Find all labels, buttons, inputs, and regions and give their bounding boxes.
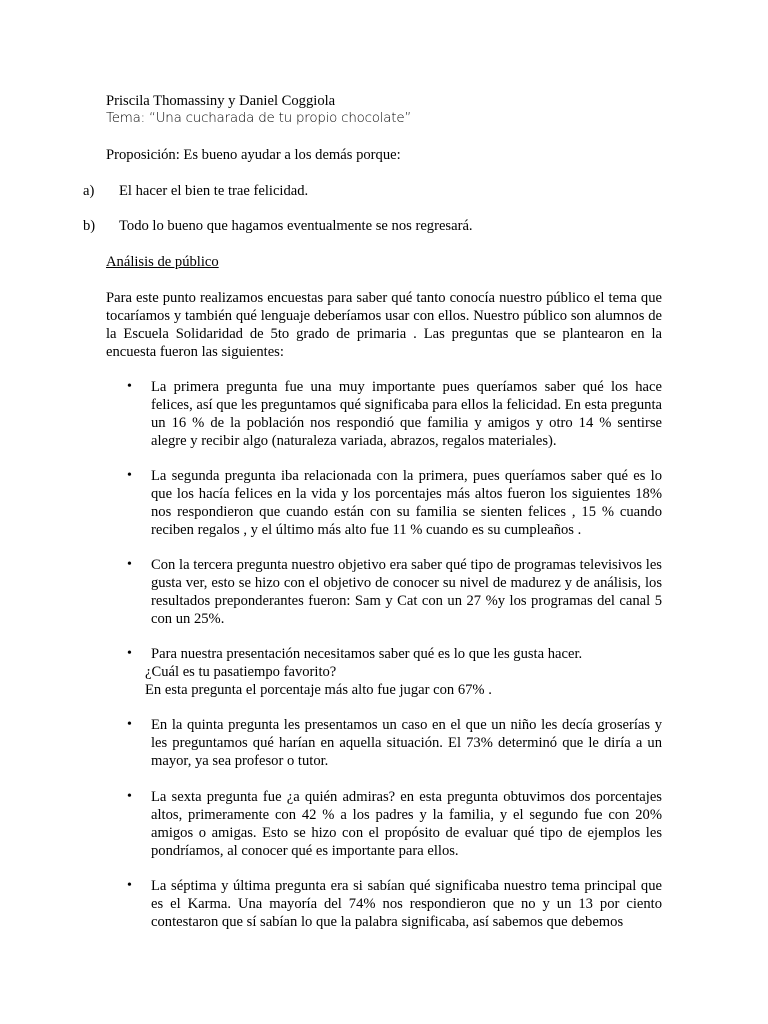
bullet-item-line: ¿Cuál es tu pasatiempo favorito? [145,664,337,680]
reason-item [0,217,768,235]
bullet-marker: • [127,557,132,572]
authors-line: Priscila Thomassiny y Daniel Coggiola [106,93,336,109]
bullet-marker: • [127,789,132,804]
bullet-item-line: En esta pregunta el porcentaje más alto fue jugar con 67% . [145,682,492,698]
bullet-marker: • [127,379,132,394]
bullet-item-text: La primera pregunta fue una muy importante pues queríamos saber qué los hace felices, así que les preguntamos qué significaba para ellos la felicidad. En esta pregunta un 16 % de la población nos respondió que familia y amigos y otro 14 % sentirse alegre y recibir algo (naturaleza variada, abrazos, regalos materiales). [151,379,662,449]
bullet-item-line: Para nuestra presentación necesitamos saber qué es lo que les gusta hacer. [151,646,583,662]
bullet-marker: • [127,468,132,483]
bullet-item-text: En la quinta pregunta les presentamos un caso en el que un niño les decía groserías y les preguntamos qué harían en aquella situación. El 73% determinó que le diría a un mayor, ya sea profesor o tutor. [151,717,662,769]
bullet-marker: • [127,646,132,661]
bullet-item-text: La segunda pregunta iba relacionada con la primera, pues queríamos saber qué es lo que los hacía felices en la vida y los porcentajes más altos fueron los siguientes 18% nos respondieron que cuando están con su familia se sienten felices , 15 % cuando reciben regalos , y el último más alto fue 11 % cuando es su cumpleaños . [151,468,662,538]
bullet-item-text: Con la tercera pregunta nuestro objetivo era saber qué tipo de programas televisivos les gusta ver, esto se hizo con el objetivo de conocer su nivel de madurez y de análisis, los resultados preponderantes fueron: Sam y Cat con un 27 %y los programas del canal 5 con un 25%. [151,557,662,627]
reason-label: a) [83,183,95,199]
bullet-marker: • [127,878,132,893]
section-title: Análisis de público [106,254,219,270]
intro-paragraph: Para este punto realizamos encuestas para saber qué tanto conocía nuestro público el tema que tocaríamos y también qué lenguaje deberíamos usar con ellos. Nuestro público son alumnos de la Escuela Solidaridad de 5to grado de primaria . Las preguntas que se plantearon en la encuesta fueron las siguientes: [106,290,662,360]
reason-text: Todo lo bueno que hagamos eventualmente se nos regresará. [119,218,473,234]
tema-line: Tema: “Una cucharada de tu propio chocolate” [106,111,412,126]
bullet-marker: • [127,717,132,732]
reason-label: b) [83,218,96,234]
reason-item [0,182,768,200]
bullet-item-text: La sexta pregunta fue ¿a quién admiras? en esta pregunta obtuvimos dos porcentajes altos, primeramente con 42 % a los padres y la familia, y el segundo fue con 20% amigos o amigas. Esto se hizo con el propósito de evaluar qué tipo de ejemplos les pondríamos, al conocer qué es importante para ellos. [151,789,662,859]
bullet-item-text: La séptima y última pregunta era si sabían qué significaba nuestro tema principal que es el Karma. Una mayoría del 74% nos respondieron que no y un 13 por ciento contestaron que sí sabían lo que la palabra significaba, así sabemos que debemos [151,878,662,930]
proposicion: Proposición: Es bueno ayudar a los demás porque: [106,147,401,163]
reason-text: El hacer el bien te trae felicidad. [119,183,309,199]
